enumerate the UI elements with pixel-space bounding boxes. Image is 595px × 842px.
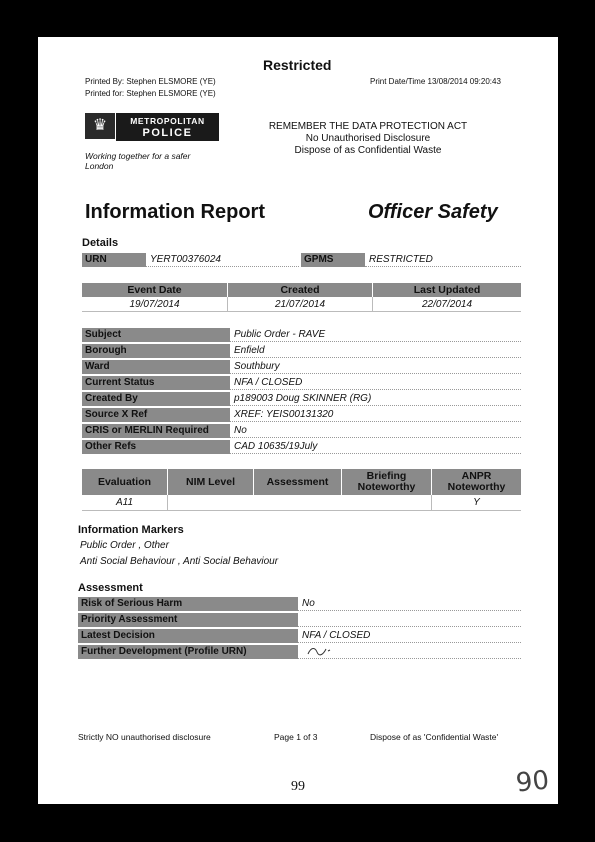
report-title: Information Report xyxy=(85,201,265,223)
field-label-other-refs: Other Refs xyxy=(82,440,230,454)
details-heading: Details xyxy=(82,237,119,249)
event-date-header: Event Date xyxy=(82,283,228,297)
briefing-noteworthy-value xyxy=(342,495,432,511)
crest-icon: ♛ xyxy=(85,113,115,139)
nim-level-header: NIM Level xyxy=(168,469,254,495)
field-value-current-status: NFA / CLOSED xyxy=(230,376,521,390)
evaluation-header: Evaluation xyxy=(82,469,168,495)
evaluation-value: A11 xyxy=(82,495,168,511)
last-updated-header: Last Updated xyxy=(373,283,521,297)
assessment-heading: Assessment xyxy=(78,582,143,594)
priority-assessment-label: Priority Assessment xyxy=(78,613,298,627)
marker-line-1: Public Order , Other xyxy=(80,540,169,551)
latest-decision-value: NFA / CLOSED xyxy=(298,629,521,643)
assessment-value xyxy=(254,495,342,511)
anpr-noteworthy-header: ANPR Noteworthy xyxy=(432,469,521,495)
field-label-cris-merlin: CRIS or MERLIN Required xyxy=(82,424,230,438)
field-label-ward: Ward xyxy=(82,360,230,374)
page-number: 99 xyxy=(291,779,305,794)
field-value-other-refs: CAD 10635/19July xyxy=(230,440,521,454)
created-header: Created xyxy=(228,283,373,297)
field-label-borough: Borough xyxy=(82,344,230,358)
marker-line-2: Anti Social Behaviour , Anti Social Behaviour xyxy=(80,556,279,567)
field-value-created-by: p189003 Doug SKINNER (RG) xyxy=(230,392,521,406)
field-label-subject: Subject xyxy=(82,328,230,342)
further-development-label: Further Development (Profile URN) xyxy=(78,645,298,659)
footer-waste-notice: Dispose of as 'Confidential Waste' xyxy=(370,732,499,742)
field-value-subject: Public Order - RAVE xyxy=(230,328,521,342)
risk-serious-harm-label: Risk of Serious Harm xyxy=(78,597,298,611)
logo-tagline: Working together for a safer London xyxy=(85,151,191,171)
assessment-header: Assessment xyxy=(254,469,342,495)
latest-decision-label: Latest Decision xyxy=(78,629,298,643)
handwritten-number: 90 xyxy=(514,765,551,799)
urn-value: YERT00376024 xyxy=(146,253,299,267)
data-protection-notice: REMEMBER THE DATA PROTECTION ACT No Unauthorised Disclosure Dispose of as Confidential Waste xyxy=(268,121,468,156)
gpms-label: GPMS xyxy=(301,253,365,267)
gpms-value: RESTRICTED xyxy=(365,253,521,267)
print-datetime: Print Date/Time 13/08/2014 09:20:43 xyxy=(370,77,501,86)
document-page xyxy=(38,37,558,804)
field-label-created-by: Created By xyxy=(82,392,230,406)
field-value-ward: Southbury xyxy=(230,360,521,374)
anpr-noteworthy-value: Y xyxy=(432,495,521,511)
met-police-logo xyxy=(85,113,219,171)
information-markers-heading: Information Markers xyxy=(78,524,184,536)
nim-level-value xyxy=(168,495,254,511)
printed-by: Printed By: Stephen ELSMORE (YE) xyxy=(85,77,216,86)
event-date-value: 19/07/2014 xyxy=(82,297,228,312)
briefing-noteworthy-header: Briefing Noteworthy xyxy=(342,469,432,495)
printed-for: Printed for: Stephen ELSMORE (YE) xyxy=(85,89,216,98)
footer-page-count: Page 1 of 3 xyxy=(274,732,318,742)
field-value-borough: Enfield xyxy=(230,344,521,358)
field-value-cris-merlin: No xyxy=(230,424,521,438)
urn-label: URN xyxy=(82,253,146,267)
classification-heading: Restricted xyxy=(263,57,332,73)
logo-wordmark: METROPOLITAN POLICE xyxy=(116,113,219,141)
risk-serious-harm-value: No xyxy=(298,597,521,611)
footer-disclosure: Strictly NO unauthorised disclosure xyxy=(78,732,211,742)
priority-assessment-value xyxy=(298,613,521,627)
handwritten-mark xyxy=(306,645,332,657)
field-label-source-x-ref: Source X Ref xyxy=(82,408,230,422)
created-value: 21/07/2014 xyxy=(228,297,373,312)
report-category: Officer Safety xyxy=(368,201,498,223)
last-updated-value: 22/07/2014 xyxy=(373,297,521,312)
field-label-current-status: Current Status xyxy=(82,376,230,390)
field-value-source-x-ref: XREF: YEIS00131320 xyxy=(230,408,521,422)
